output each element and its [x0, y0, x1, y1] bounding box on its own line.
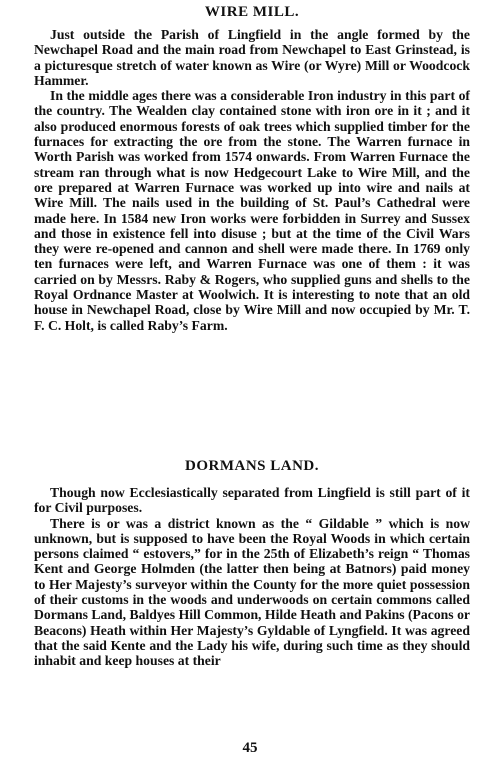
paragraph: There is or was a district known as the “ Gildable ” which is now unknown, but is supposed to have been the Royal Woods in which certain persons claimed “ estovers,” for in the 25th of Elizabeth’s reign “ Thomas Kent and George Holmden (the latter then being at Batnors) paid money to Her Majesty’s surveyor within the County for the more quiet possession of their customs in the woods and underwoods on certain commons called Dormans Land, Baldyes Hill Common, Hilde Heath and Pakins (Pacons or Beacons) Heath within Her Majesty’s Gyldable of Lyngfield. It was agreed that the said Kente and the Lady his wife, during such time as they should inhabit and keep houses at their — [34, 515, 470, 669]
paragraph: In the middle ages there was a considerable Iron industry in this part of the country. The Wealden clay contained stone with iron ore in it ; and it also produced enormous forests of oak trees which supplied timber for the furnaces for extracting the ore from the stone. The Warren furnace in Worth Parish was worked from 1574 onwards. From Warren Furnace the stream ran through what is now Hedgecourt Lake to Wire Mill, and the ore prepared at Warren Furnace was worked up into wire and nails at Wire Mill. The nails used in the building of St. Paul’s Cathedral were made here. In 1584 new Iron works were forbidden in Surrey and Sussex and those in existence fell into disuse ; but at the time of the Civil Wars they were re-opened and cannon and shell were made there. In 1769 only ten furnaces were left, and Warren Furnace was one of them : it was carried on by Messrs. Raby & Rogers, who supplied guns and shells to the Royal Ordnance Master at Woolwich. It is interesting to note that an old house in Newchapel Road, close by Wire Mill and now occupied by Mr. T. F. C. Holt, is called Raby’s Farm. — [34, 88, 470, 333]
section-title: WIRE MILL. — [204, 4, 300, 20]
paragraph: Just outside the Parish of Lingfield in the angle formed by the Newchapel Road and the main road from Newchapel to East Grinstead, is a picturesque stretch of water known as Wire (or Wyre) Mill or Woodcock Hammer. — [34, 27, 470, 88]
page-number: 45 — [242, 740, 258, 756]
section-title: DORMANS LAND. — [185, 458, 319, 474]
section-wire-mill — [34, 4, 470, 333]
section-dormans-land — [34, 458, 470, 669]
paragraph: Though now Ecclesiastically separated from Lingfield is still part of it for Civil purposes. — [34, 485, 470, 516]
